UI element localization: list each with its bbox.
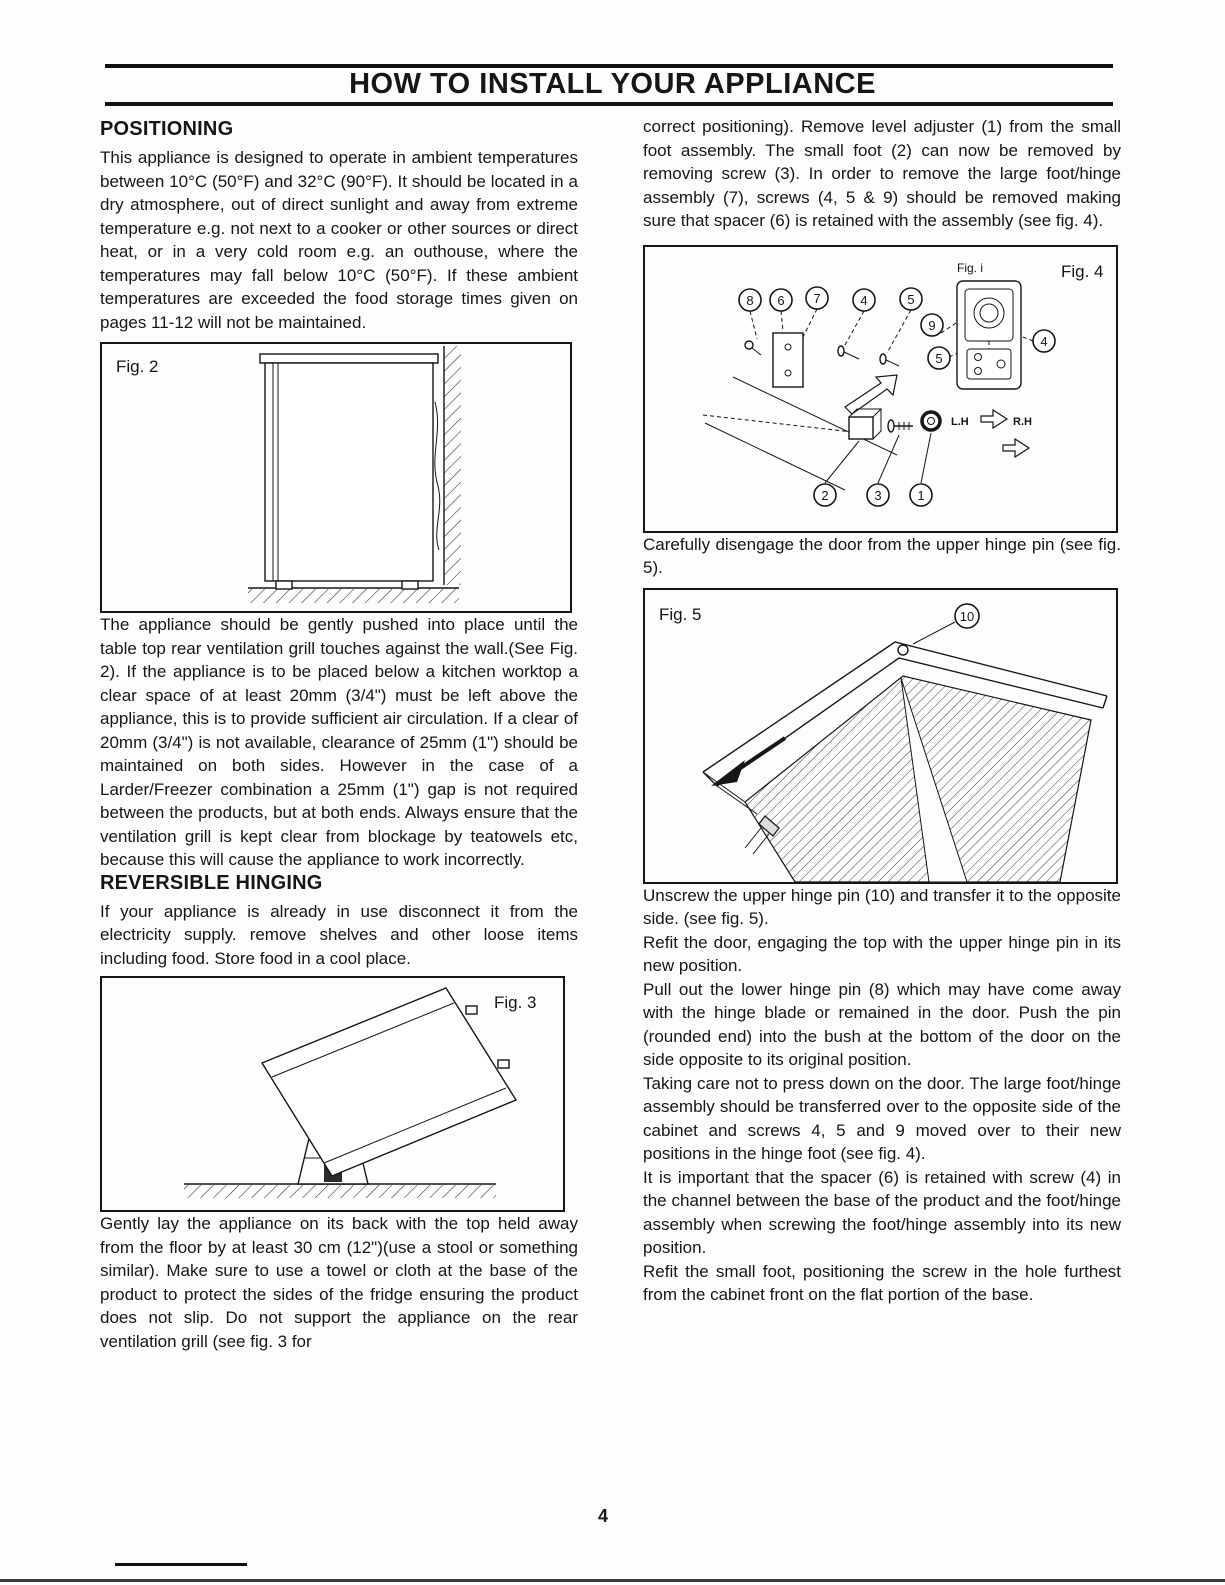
figure-4 <box>643 245 1118 533</box>
svg-text:7: 7 <box>813 290 821 306</box>
lh-label: L.H <box>951 415 969 428</box>
svg-text:6: 6 <box>777 292 785 308</box>
svg-text:9: 9 <box>928 317 936 333</box>
figure-3-diagram <box>102 978 563 1210</box>
tilted-appliance-drawing <box>262 988 516 1176</box>
positioning-body: This appliance is designed to operate in ambient temperatures between 10°C (50°F) and 32°C (90°F). It should be located in a dry atmosphere, out of direct sunlight and away from extreme temperature e.g. not next to a cooker or other sources or direct heat, or in a very cold room e.g. an outhouse, where the temperatures may fall below 10°C (50°F). If these ambient temperatures are exceeded the food storage times given on pages 11-12 will not be maintained. <box>100 148 578 332</box>
disengage-door-body: Carefully disengage the door from the upper hinge pin (see fig. 5). <box>643 534 1121 577</box>
bottom-leader-lines <box>825 433 931 483</box>
fig2-label: Fig. 2 <box>116 357 159 376</box>
fig5-callout-10 <box>955 604 979 628</box>
fig4-label: Fig. 4 <box>1061 261 1104 281</box>
svg-text:4: 4 <box>860 292 868 308</box>
page-number: 4 <box>598 1506 609 1526</box>
foot-and-screw-parts <box>849 409 940 439</box>
reversible-hinging-body: If your appliance is already in use disconnect it from the electricity supply. remove shelves and other loose items including food. Store food in a cool place. <box>100 901 578 968</box>
reversible-hinging-heading: REVERSIBLE HINGING <box>100 871 323 894</box>
left-column <box>100 118 578 1353</box>
refit-small-foot-body: Refit the small foot, positioning the screw in the hole furthest from the cabinet front on the flat portion of the base. <box>643 1261 1121 1304</box>
fig5-label: Fig. 5 <box>659 604 702 624</box>
fig4-inset-label: Fig. i <box>957 260 984 275</box>
after-fig3-body: Gently lay the appliance on its back with the top held away from the floor by at least 30 cm (12")(use a stool or something similar). Make sure to use a towel or cloth at the base of the product to protect the sides of the fridge ensuring the product does not slip. Do not support the appliance on the rear ventilation grill (see fig. 3 for <box>100 1214 578 1351</box>
figure-5 <box>643 588 1118 884</box>
positioning-continued-body: correct positioning). Remove level adjuster (1) from the small foot assembly. The small foot (2) can now be removed by removing screw (3). In order to remove the large foot/hinge assembly (7), screws (4, 5 & 9) should be removed making sure that spacer (6) is retained with the assembly (see fig. 4). <box>643 117 1121 230</box>
svg-text:4: 4 <box>1040 333 1048 349</box>
appliance-drawing <box>260 354 440 589</box>
taking-care-body: Taking care not to press down on the door. The large foot/hinge assembly should be transferred over to the opposite side of the cabinet and screws 4, 5 and 9 moved over to their new positions in the hinge foot (see fig. 4). <box>643 1073 1121 1163</box>
lower-right-arrow <box>1003 439 1029 457</box>
lh-rh-arrow <box>981 410 1007 428</box>
after-fig2-body: The appliance should be gently pushed into place until the table top rear ventilation grill touches against the wall.(See Fig. 2). If the appliance is to be placed below a kitchen worktop a clear space of at least 20mm (3/4") must be left above the appliance, this is to provide sufficient air circulation. If a clear of 20mm (3/4") is not available, clearance of 25mm (1") should be maintained on both sides. However in the case of a Larder/Freezer combination a 25mm (1") gap is not required between the products, but at both ends. Always ensure that the ventilation grill is kept clear from blockage by teatowels etc, because this will cause the appliance to work incorrectly. <box>100 615 578 869</box>
lower-hinge-pin-body: Pull out the lower hinge pin (8) which may have come away with the hinge blade or remained in the door. Push the pin (rounded end) into the bush at the bottom of the door on the side opposite to its original position. <box>643 979 1121 1069</box>
title-rule-bottom <box>105 102 1113 106</box>
svg-text:1: 1 <box>917 487 925 503</box>
figure-2-diagram <box>102 344 570 611</box>
refit-door-body: Refit the door, engaging the top with the upper hinge pin in its new position. <box>643 932 1121 975</box>
unscrew-pin-body: Unscrew the upper hinge pin (10) and transfer it to the opposite side. (see fig. 5). <box>643 885 1121 928</box>
figure-3 <box>100 976 565 1212</box>
spacer-body: It is important that the spacer (6) is retained with screw (4) in the channel between the base of the product and the foot/hinge assembly when screwing the foot/hinge assembly into its new position. <box>643 1167 1121 1257</box>
wall-hatching <box>444 346 461 585</box>
rh-label: R.H <box>1013 415 1032 428</box>
footer-line <box>115 1563 247 1566</box>
fig3-label: Fig. 3 <box>494 993 537 1012</box>
hinge-plate-parts <box>745 333 899 387</box>
svg-text:8: 8 <box>746 292 754 308</box>
fig4-callouts-bottom <box>814 484 932 506</box>
power-cable <box>435 402 440 550</box>
inset-panel-drawing <box>957 281 1021 389</box>
svg-text:5: 5 <box>907 291 915 307</box>
upper-hinge-pin <box>898 645 908 655</box>
svg-text:3: 3 <box>874 487 882 503</box>
direction-arrow <box>845 375 897 414</box>
svg-text:5: 5 <box>935 350 943 366</box>
floor-hatching <box>248 589 459 603</box>
svg-text:10: 10 <box>959 608 975 624</box>
svg-text:2: 2 <box>821 487 829 503</box>
positioning-heading: POSITIONING <box>100 118 234 140</box>
scan-edge-line <box>0 1579 1225 1582</box>
callout-10-leader <box>913 622 955 644</box>
right-column <box>643 115 1121 1307</box>
fig4-callouts-top <box>739 287 922 311</box>
figure-5-diagram <box>645 590 1116 882</box>
figure-4-diagram <box>645 247 1116 531</box>
figure-2 <box>100 342 572 613</box>
page-title: HOW TO INSTALL YOUR APPLIANCE <box>349 68 876 100</box>
floor-hatching <box>184 1185 496 1198</box>
